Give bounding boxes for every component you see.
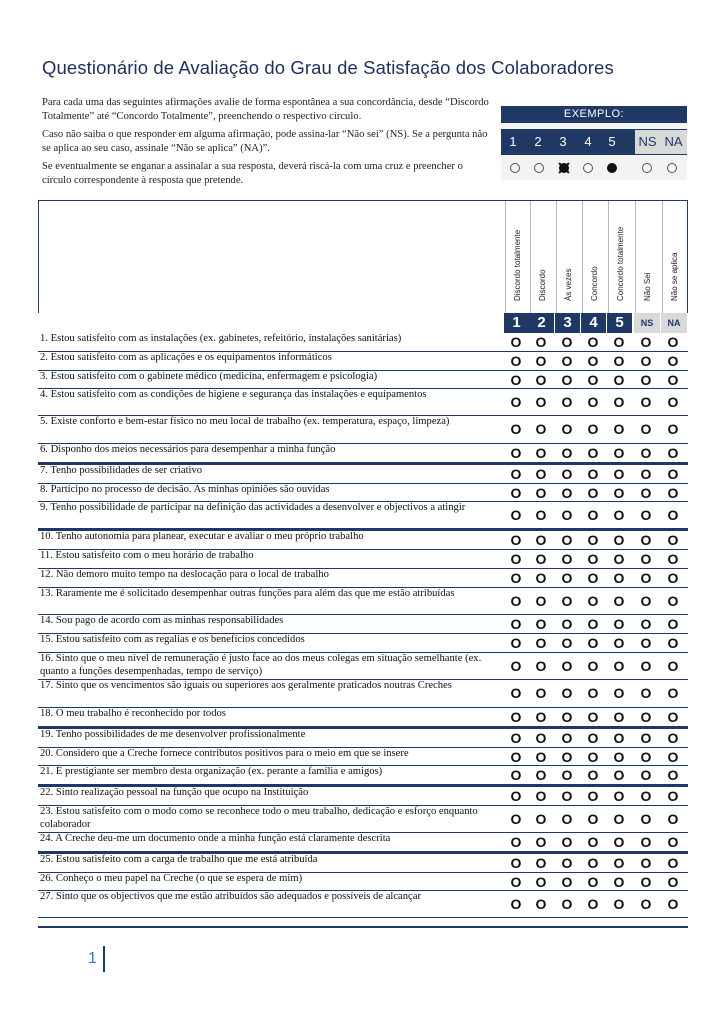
answer-option-2[interactable]: O <box>535 616 547 632</box>
answer-option-5[interactable]: O <box>613 788 625 804</box>
question-row <box>38 352 688 371</box>
answer-option-6[interactable]: O <box>640 749 652 765</box>
question-row <box>38 484 688 502</box>
answer-option-5[interactable]: O <box>613 749 625 765</box>
answer-option-4[interactable]: O <box>587 616 599 632</box>
answer-option-4[interactable]: O <box>587 685 599 701</box>
question-text: 24. A Creche deu-me um documento onde a minha função está claramente descrita <box>40 833 391 844</box>
answer-option-6[interactable]: O <box>640 466 652 482</box>
answer-option-3[interactable]: O <box>561 334 573 350</box>
answer-option-4[interactable]: O <box>587 730 599 746</box>
answer-option-6[interactable]: O <box>640 353 652 369</box>
answer-option-4[interactable]: O <box>587 334 599 350</box>
answer-option-5[interactable]: O <box>613 635 625 651</box>
answer-option-1[interactable]: O <box>510 855 522 871</box>
answer-option-3[interactable]: O <box>561 485 573 501</box>
question-row <box>38 333 688 352</box>
answer-option-2[interactable]: O <box>535 811 547 827</box>
answer-option-7[interactable]: O <box>667 485 679 501</box>
question-row <box>38 389 688 416</box>
answer-option-5[interactable]: O <box>613 658 625 674</box>
answer-option-1[interactable]: O <box>510 507 522 523</box>
question-row <box>38 615 688 634</box>
answer-option-5[interactable]: O <box>613 834 625 850</box>
answer-option-3[interactable]: O <box>561 709 573 725</box>
questionnaire-table <box>38 200 688 918</box>
answer-option-3[interactable]: O <box>561 896 573 912</box>
answer-option-2[interactable]: O <box>535 788 547 804</box>
example-scale-5: 5 <box>608 134 616 149</box>
footer-divider <box>38 926 688 928</box>
answer-option-2[interactable]: O <box>535 749 547 765</box>
question-text: 20. Considero que a Creche fornece contributos positivos para o meio em que se insere <box>40 748 409 759</box>
answer-option-4[interactable]: O <box>587 811 599 827</box>
answer-option-3[interactable]: O <box>561 749 573 765</box>
answer-option-1[interactable]: O <box>510 593 522 609</box>
answer-option-1[interactable]: O <box>510 788 522 804</box>
answer-option-2[interactable]: O <box>535 445 547 461</box>
question-text: 3. Estou satisfeito com o gabinete médico (medicina, enfermagem e psicologia) <box>40 371 378 382</box>
answer-option-6[interactable]: O <box>640 570 652 586</box>
answer-option-2[interactable]: O <box>535 394 547 410</box>
answer-option-1[interactable]: O <box>510 685 522 701</box>
scale-cell: NS <box>634 313 660 333</box>
page-number-bar <box>103 946 105 972</box>
answer-option-5[interactable]: O <box>613 334 625 350</box>
answer-option-6[interactable]: O <box>640 507 652 523</box>
answer-option-3[interactable]: O <box>561 421 573 437</box>
answer-option-7[interactable]: O <box>667 551 679 567</box>
answer-option-6[interactable]: O <box>640 372 652 388</box>
answer-option-6[interactable]: O <box>640 421 652 437</box>
column-header <box>582 201 607 313</box>
answer-option-4[interactable]: O <box>587 635 599 651</box>
page-title: Questionário de Avaliação do Grau de Satisfação dos Colaboradores <box>42 57 614 78</box>
answer-option-4[interactable]: O <box>587 767 599 783</box>
answer-option-7[interactable]: O <box>667 658 679 674</box>
answer-option-1[interactable]: O <box>510 709 522 725</box>
question-row <box>38 785 688 806</box>
answer-option-3[interactable]: O <box>561 507 573 523</box>
answer-option-2[interactable]: O <box>535 334 547 350</box>
scale-row <box>38 313 688 333</box>
page-number: 1 <box>88 950 97 967</box>
answer-option-5[interactable]: O <box>613 730 625 746</box>
answer-option-2[interactable]: O <box>535 834 547 850</box>
answer-option-3[interactable]: O <box>561 570 573 586</box>
answer-option-5[interactable]: O <box>613 551 625 567</box>
intro-paragraph-2: Caso não saiba o que responder em alguma afirmação, pode assina-lar “Não sei” (NS). Se a pergunta não se aplica ao seu caso, assinale “Não se aplica” (NA)”. <box>42 129 488 154</box>
answer-option-7[interactable]: O <box>667 394 679 410</box>
answer-option-6[interactable]: O <box>640 874 652 890</box>
question-text: 9. Tenho possibilidade de participar na definição das actividades a desenvolver e objectivos a atingir <box>40 502 466 513</box>
answer-option-5[interactable]: O <box>613 372 625 388</box>
answer-option-7[interactable]: O <box>667 896 679 912</box>
answer-option-5[interactable]: O <box>613 811 625 827</box>
answer-option-6[interactable]: O <box>640 896 652 912</box>
answer-option-4[interactable]: O <box>587 551 599 567</box>
answer-option-1[interactable]: O <box>510 730 522 746</box>
column-header-label: Discordo totalmente <box>513 229 522 301</box>
answer-option-7[interactable]: O <box>667 685 679 701</box>
answer-option-4[interactable]: O <box>587 749 599 765</box>
answer-option-2[interactable]: O <box>535 421 547 437</box>
answer-option-7[interactable]: O <box>667 532 679 548</box>
answer-option-1[interactable]: O <box>510 421 522 437</box>
example-scale-4: 4 <box>584 134 592 149</box>
column-header <box>530 201 555 313</box>
column-header-label: Não se aplica <box>670 252 679 301</box>
column-header-label: Concordo <box>590 266 599 301</box>
answer-option-2[interactable]: O <box>535 855 547 871</box>
answer-option-4[interactable]: O <box>587 788 599 804</box>
question-row <box>38 529 688 550</box>
answer-option-2[interactable]: O <box>535 658 547 674</box>
answer-option-3[interactable]: O <box>561 616 573 632</box>
question-row <box>38 873 688 891</box>
answer-option-3[interactable]: O <box>561 811 573 827</box>
answer-option-7[interactable]: O <box>667 855 679 871</box>
intro-paragraph-3: Se eventualmente se enganar a assinalar a sua resposta, deverá riscá-la com uma cruz e preencher o círculo correspondente à resposta que pretende. <box>42 161 463 186</box>
example-box <box>501 106 687 180</box>
answer-option-6[interactable]: O <box>640 551 652 567</box>
answer-option-2[interactable]: O <box>535 874 547 890</box>
answer-option-7[interactable]: O <box>667 616 679 632</box>
answer-option-6[interactable]: O <box>640 730 652 746</box>
answer-option-5[interactable]: O <box>613 709 625 725</box>
answer-option-4[interactable]: O <box>587 874 599 890</box>
answer-option-4[interactable]: O <box>587 466 599 482</box>
question-text: 21. É prestigiante ser membro desta organização (ex. perante a família e amigos) <box>40 766 383 777</box>
answer-option-1[interactable]: O <box>510 658 522 674</box>
answer-option-6[interactable]: O <box>640 658 652 674</box>
answer-option-1[interactable]: O <box>510 749 522 765</box>
answer-option-2[interactable]: O <box>535 730 547 746</box>
question-row <box>38 550 688 569</box>
column-header <box>635 201 660 313</box>
answer-option-6[interactable]: O <box>640 485 652 501</box>
question-text: 16. Sinto que o meu nível de remuneração é justo face ao dos meus colegas em situação semelhante (ex. quanto a funções desempenhadas, tempo de serviço) <box>40 653 482 677</box>
answer-option-1[interactable]: O <box>510 635 522 651</box>
column-header <box>556 201 581 313</box>
example-circle-4 <box>583 163 593 173</box>
answer-option-4[interactable]: O <box>587 421 599 437</box>
example-circle-3 <box>559 163 569 173</box>
answer-option-3[interactable]: O <box>561 466 573 482</box>
answer-option-6[interactable]: O <box>640 593 652 609</box>
example-title: EXEMPLO: <box>501 106 687 123</box>
answer-option-4[interactable]: O <box>587 394 599 410</box>
column-header-label: Às vezes <box>564 268 573 301</box>
question-text: 25. Estou satisfeito com a carga de trabalho que me está atribuída <box>40 854 318 865</box>
scale-cell: NA <box>661 313 687 333</box>
answer-option-7[interactable]: O <box>667 507 679 523</box>
question-text: 26. Conheço o meu papel na Creche (o que se espera de mim) <box>40 873 303 884</box>
answer-option-5[interactable]: O <box>613 593 625 609</box>
answer-option-3[interactable]: O <box>561 532 573 548</box>
answer-option-1[interactable]: O <box>510 445 522 461</box>
question-row <box>38 806 688 833</box>
example-scale-3: 3 <box>559 134 567 149</box>
scale-cell: 5 <box>607 313 632 333</box>
answer-option-3[interactable]: O <box>561 855 573 871</box>
question-row <box>38 444 688 463</box>
answer-option-2[interactable]: O <box>535 507 547 523</box>
answer-option-2[interactable]: O <box>535 551 547 567</box>
answer-option-7[interactable]: O <box>667 570 679 586</box>
answer-option-1[interactable]: O <box>510 532 522 548</box>
answer-option-2[interactable]: O <box>535 896 547 912</box>
scale-cell: 1 <box>504 313 529 333</box>
scale-cell: 2 <box>529 313 554 333</box>
answer-option-6[interactable]: O <box>640 788 652 804</box>
answer-option-4[interactable]: O <box>587 855 599 871</box>
answer-option-2[interactable]: O <box>535 353 547 369</box>
answer-option-2[interactable]: O <box>535 466 547 482</box>
column-header <box>608 201 633 313</box>
answer-option-4[interactable]: O <box>587 896 599 912</box>
question-text: 15. Estou satisfeito com as regalias e os benefícios concedidos <box>40 634 305 645</box>
question-row <box>38 852 688 873</box>
example-ns: NS <box>635 130 660 154</box>
answer-option-6[interactable]: O <box>640 855 652 871</box>
question-row <box>38 727 688 748</box>
question-row <box>38 833 688 852</box>
answer-option-4[interactable]: O <box>587 658 599 674</box>
question-text: 6. Disponho dos meios necessários para desempenhar a minha função <box>40 444 336 455</box>
question-row <box>38 502 688 529</box>
answer-option-6[interactable]: O <box>640 334 652 350</box>
answer-option-2[interactable]: O <box>535 685 547 701</box>
column-header <box>662 201 687 313</box>
answer-option-4[interactable]: O <box>587 372 599 388</box>
answer-option-7[interactable]: O <box>667 730 679 746</box>
answer-option-7[interactable]: O <box>667 709 679 725</box>
answer-option-1[interactable]: O <box>510 896 522 912</box>
question-row <box>38 748 688 766</box>
answer-option-6[interactable]: O <box>640 394 652 410</box>
answer-option-1[interactable]: O <box>510 394 522 410</box>
answer-option-6[interactable]: O <box>640 532 652 548</box>
answer-option-2[interactable]: O <box>535 635 547 651</box>
answer-option-1[interactable]: O <box>510 874 522 890</box>
answer-option-1[interactable]: O <box>510 551 522 567</box>
answer-option-3[interactable]: O <box>561 788 573 804</box>
answer-option-1[interactable]: O <box>510 353 522 369</box>
answer-option-7[interactable]: O <box>667 874 679 890</box>
answer-option-6[interactable]: O <box>640 834 652 850</box>
answer-option-2[interactable]: O <box>535 767 547 783</box>
example-scale-2: 2 <box>534 134 542 149</box>
question-row <box>38 588 688 615</box>
answer-option-7[interactable]: O <box>667 445 679 461</box>
question-text: 8. Participo no processo de decisão. As minhas opiniões são ouvidas <box>40 484 330 495</box>
column-header-label: Concordo totalmente <box>616 226 625 301</box>
answer-option-7[interactable]: O <box>667 372 679 388</box>
answer-option-2[interactable]: O <box>535 709 547 725</box>
answer-option-7[interactable]: O <box>667 353 679 369</box>
answer-option-1[interactable]: O <box>510 570 522 586</box>
answer-option-3[interactable]: O <box>561 767 573 783</box>
answer-option-6[interactable]: O <box>640 616 652 632</box>
question-row <box>38 416 688 444</box>
column-header-label: Não Sei <box>643 272 652 301</box>
answer-option-1[interactable]: O <box>510 466 522 482</box>
question-text: 5. Existe conforto e bem-estar físico no meu local de trabalho (ex. temperatura, espaço, limpeza) <box>40 416 450 427</box>
question-text: 7. Tenho possibilidades de ser criativo <box>40 465 203 476</box>
answer-option-7[interactable]: O <box>667 635 679 651</box>
question-text: 23. Estou satisfeito com o modo como se reconhece todo o meu trabalho, dedicação e esforço enquanto colaborador <box>40 806 478 830</box>
question-row <box>38 708 688 727</box>
answer-option-6[interactable]: O <box>640 767 652 783</box>
answer-option-4[interactable]: O <box>587 445 599 461</box>
answer-option-7[interactable]: O <box>667 834 679 850</box>
answer-option-1[interactable]: O <box>510 811 522 827</box>
answer-option-5[interactable]: O <box>613 685 625 701</box>
answer-option-5[interactable]: O <box>613 874 625 890</box>
answer-option-2[interactable]: O <box>535 593 547 609</box>
answer-option-3[interactable]: O <box>561 593 573 609</box>
example-scale-1: 1 <box>509 134 517 149</box>
column-header <box>505 201 530 313</box>
answer-option-4[interactable]: O <box>587 593 599 609</box>
answer-option-2[interactable]: O <box>535 532 547 548</box>
question-row <box>38 463 688 484</box>
answer-option-4[interactable]: O <box>587 507 599 523</box>
scale-cell: 3 <box>555 313 580 333</box>
question-text: 1. Estou satisfeito com as instalações (ex. gabinetes, refeitório, instalações sanitárias) <box>40 333 402 344</box>
example-circle-2 <box>534 163 544 173</box>
answer-option-5[interactable]: O <box>613 421 625 437</box>
question-row <box>38 766 688 785</box>
answer-option-3[interactable]: O <box>561 445 573 461</box>
answer-option-4[interactable]: O <box>587 709 599 725</box>
answer-option-3[interactable]: O <box>561 551 573 567</box>
answer-option-7[interactable]: O <box>667 767 679 783</box>
question-text: 4. Estou satisfeito com as condições de higiene e segurança das instalações e equipamentos <box>40 389 427 400</box>
answer-option-5[interactable]: O <box>613 570 625 586</box>
example-scale <box>501 129 687 155</box>
answer-option-3[interactable]: O <box>561 372 573 388</box>
question-text: 11. Estou satisfeito com o meu horário de trabalho <box>40 550 254 561</box>
answer-option-3[interactable]: O <box>561 658 573 674</box>
answer-option-4[interactable]: O <box>587 353 599 369</box>
answer-option-5[interactable]: O <box>613 855 625 871</box>
intro-paragraph-1: Para cada uma das seguintes afirmações avalie de forma espontânea a sua concordância, desde “Discordo Totalmente” até “Concordo Totalmente”, preenchendo o respectivo círculo. <box>42 97 489 122</box>
answer-option-5[interactable]: O <box>613 485 625 501</box>
answer-option-3[interactable]: O <box>561 635 573 651</box>
example-circle-5 <box>607 163 617 173</box>
answer-option-1[interactable]: O <box>510 372 522 388</box>
answer-option-6[interactable]: O <box>640 811 652 827</box>
answer-option-1[interactable]: O <box>510 767 522 783</box>
answer-option-5[interactable]: O <box>613 616 625 632</box>
answer-option-5[interactable]: O <box>613 532 625 548</box>
answer-option-2[interactable]: O <box>535 372 547 388</box>
answer-option-2[interactable]: O <box>535 485 547 501</box>
answer-option-5[interactable]: O <box>613 445 625 461</box>
answer-option-7[interactable]: O <box>667 466 679 482</box>
column-header-label: Discordo <box>538 269 547 301</box>
answer-option-5[interactable]: O <box>613 394 625 410</box>
answer-option-6[interactable]: O <box>640 685 652 701</box>
answer-option-6[interactable]: O <box>640 709 652 725</box>
question-text: 12. Não demoro muito tempo na deslocação para o local de trabalho <box>40 569 329 580</box>
question-text: 13. Raramente me é solicitado desempenhar outras funções para além das que me estão atribuídas <box>40 588 455 599</box>
answer-option-3[interactable]: O <box>561 730 573 746</box>
answer-option-3[interactable]: O <box>561 394 573 410</box>
answer-option-3[interactable]: O <box>561 834 573 850</box>
answer-option-1[interactable]: O <box>510 485 522 501</box>
answer-option-5[interactable]: O <box>613 767 625 783</box>
answer-option-7[interactable]: O <box>667 788 679 804</box>
question-row <box>38 891 688 918</box>
answer-option-5[interactable]: O <box>613 353 625 369</box>
example-circle-7 <box>667 163 677 173</box>
question-row <box>38 569 688 588</box>
answer-option-6[interactable]: O <box>640 635 652 651</box>
answer-option-4[interactable]: O <box>587 532 599 548</box>
answer-option-5[interactable]: O <box>613 466 625 482</box>
example-circle-1 <box>510 163 520 173</box>
answer-option-7[interactable]: O <box>667 811 679 827</box>
answer-option-1[interactable]: O <box>510 334 522 350</box>
question-text: 18. O meu trabalho é reconhecido por todos <box>40 708 226 719</box>
question-row <box>38 371 688 389</box>
answer-option-5[interactable]: O <box>613 896 625 912</box>
answer-option-4[interactable]: O <box>587 834 599 850</box>
question-row <box>38 680 688 708</box>
question-text: 22. Sinto realização pessoal na função que ocupo na Instituição <box>40 787 309 798</box>
answer-option-7[interactable]: O <box>667 334 679 350</box>
answer-option-3[interactable]: O <box>561 874 573 890</box>
question-text: 10. Tenho autonomia para planear, executar e avaliar o meu próprio trabalho <box>40 531 364 542</box>
example-na: NA <box>660 130 687 154</box>
answer-option-1[interactable]: O <box>510 834 522 850</box>
answer-option-7[interactable]: O <box>667 421 679 437</box>
answer-option-4[interactable]: O <box>587 485 599 501</box>
question-text: 19. Tenho possibilidades de me desenvolver profissionalmente <box>40 729 306 740</box>
question-text: 2. Estou satisfeito com as aplicações e os equipamentos informáticos <box>40 352 332 363</box>
answer-option-7[interactable]: O <box>667 593 679 609</box>
question-row <box>38 634 688 653</box>
question-text: 17. Sinto que os vencimentos são iguais ou superiores aos geralmente praticados noutras Creches <box>40 680 452 691</box>
answer-option-3[interactable]: O <box>561 685 573 701</box>
question-text: 14. Sou pago de acordo com as minhas responsabilidades <box>40 615 284 626</box>
answer-option-7[interactable]: O <box>667 749 679 765</box>
answer-option-2[interactable]: O <box>535 570 547 586</box>
question-text: 27. Sinto que os objectivos que me estão atribuídos são adequados e possíveis de alcançar <box>40 891 421 902</box>
answer-option-4[interactable]: O <box>587 570 599 586</box>
answer-option-6[interactable]: O <box>640 445 652 461</box>
scale-cell: 4 <box>581 313 606 333</box>
question-row <box>38 653 688 680</box>
column-header-row <box>38 201 688 313</box>
answer-option-3[interactable]: O <box>561 353 573 369</box>
answer-option-1[interactable]: O <box>510 616 522 632</box>
example-circle-6 <box>642 163 652 173</box>
answer-option-5[interactable]: O <box>613 507 625 523</box>
